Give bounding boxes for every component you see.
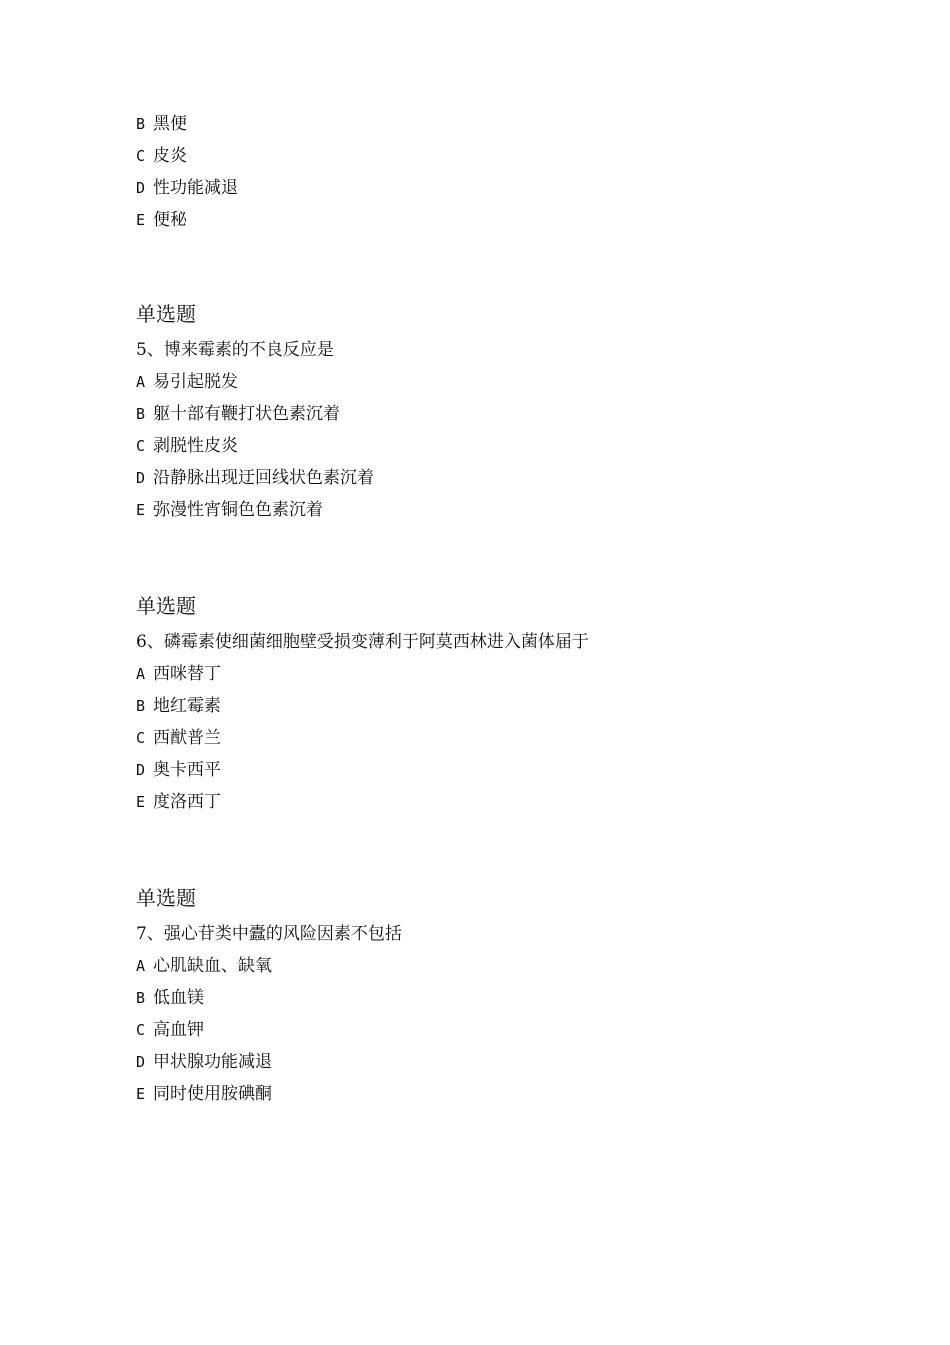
option-letter: C — [136, 729, 146, 747]
option-e — [136, 786, 836, 818]
option-c — [136, 722, 836, 754]
question-stem: 6、磷霉素使细菌细胞壁受损变薄利于阿莫西林进入菌体届于 — [136, 632, 589, 652]
option-letter: B — [136, 989, 146, 1007]
option-text: 同时使用胺碘酮 — [153, 1084, 272, 1104]
option-letter: C — [136, 437, 146, 455]
question-7 — [136, 882, 836, 1110]
option-text: 甲状腺功能减退 — [153, 1052, 272, 1072]
option-d — [136, 1046, 836, 1078]
question-5 — [136, 298, 836, 526]
option-letter: D — [136, 761, 146, 779]
option-letter: B — [136, 405, 146, 423]
section-title: 单选题 — [136, 594, 196, 618]
option-d — [136, 754, 836, 786]
option-a — [136, 658, 836, 690]
option-letter: D — [136, 469, 146, 487]
option-text: 弥漫性宵铜色色素沉着 — [153, 500, 323, 520]
option-text: 易引起脱发 — [153, 372, 238, 392]
option-c — [136, 430, 836, 462]
option-text: 皮炎 — [153, 146, 187, 166]
option-d — [136, 172, 836, 204]
option-b — [136, 108, 836, 140]
option-b — [136, 982, 836, 1014]
option-a — [136, 950, 836, 982]
option-b — [136, 690, 836, 722]
option-letter: A — [136, 665, 146, 683]
option-letter: C — [136, 1021, 146, 1039]
option-d — [136, 462, 836, 494]
option-text: 黑便 — [153, 114, 187, 134]
option-letter: D — [136, 179, 146, 197]
question-6 — [136, 590, 836, 818]
section-title: 单选题 — [136, 302, 196, 326]
section-title: 单选题 — [136, 886, 196, 910]
option-text: 剥脱性皮炎 — [153, 436, 238, 456]
option-a — [136, 366, 836, 398]
option-b — [136, 398, 836, 430]
question-stem: 7、强心苷类中蠹的风险因素不包括 — [136, 924, 402, 944]
option-e — [136, 494, 836, 526]
option-letter: E — [136, 211, 146, 229]
option-text: 沿静脉出现迂回线状色素沉着 — [153, 468, 374, 488]
option-letter: E — [136, 501, 146, 519]
option-letter: D — [136, 1053, 146, 1071]
option-text: 地红霉素 — [153, 696, 221, 716]
question-stem: 5、博来霉素的不良反应是 — [136, 340, 334, 360]
option-e — [136, 1078, 836, 1110]
option-letter: A — [136, 373, 146, 391]
option-letter: E — [136, 1085, 146, 1103]
option-letter: E — [136, 793, 146, 811]
option-text: 奥卡西平 — [153, 760, 221, 780]
option-text: 西咪替丁 — [153, 664, 221, 684]
option-text: 低血镁 — [153, 988, 204, 1008]
option-text: 度洛西丁 — [153, 792, 221, 812]
option-c — [136, 140, 836, 172]
option-c — [136, 1014, 836, 1046]
option-text: 西猷普兰 — [153, 728, 221, 748]
option-letter: A — [136, 957, 146, 975]
option-letter: B — [136, 697, 146, 715]
option-text: 躯十部有鞭打状色素沉着 — [153, 404, 340, 424]
option-text: 高血钾 — [153, 1020, 204, 1040]
option-text: 性功能减退 — [153, 178, 238, 198]
question-4-options-continued — [136, 108, 836, 236]
option-e — [136, 204, 836, 236]
option-text: 便秘 — [153, 210, 187, 230]
option-letter: B — [136, 115, 146, 133]
option-letter: C — [136, 147, 146, 165]
option-text: 心肌缺血、缺氧 — [153, 956, 272, 976]
